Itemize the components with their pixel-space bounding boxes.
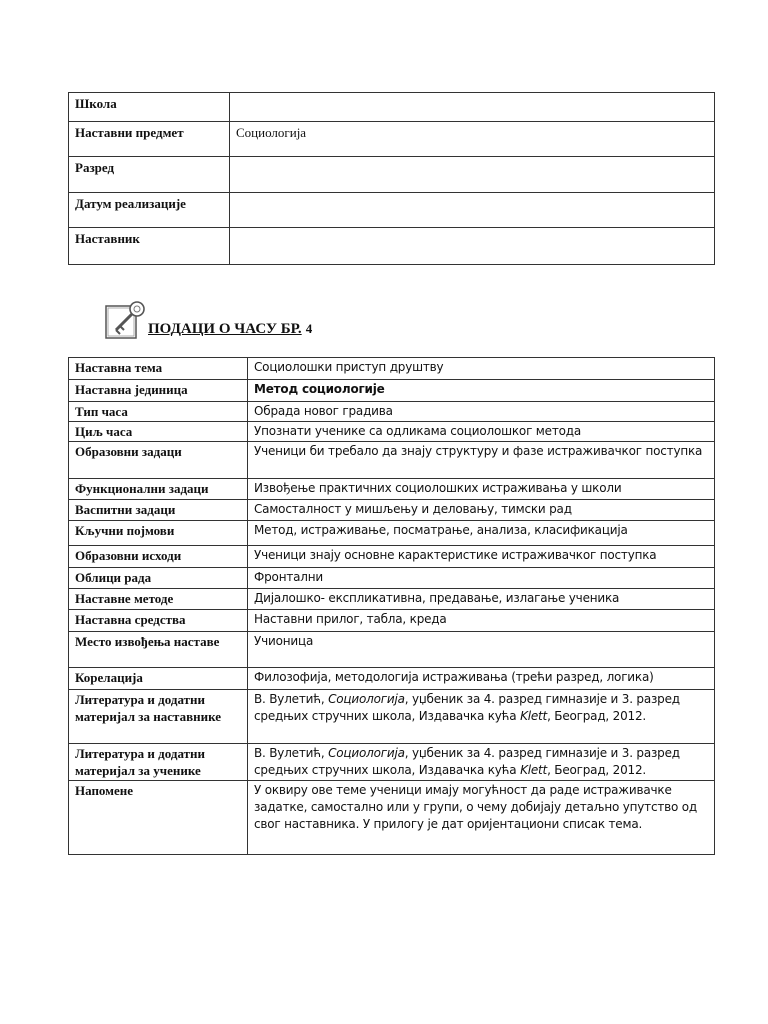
table-row bbox=[69, 157, 715, 193]
lit-teacher-value bbox=[248, 690, 715, 744]
school-label: Школа bbox=[69, 93, 230, 122]
table-row bbox=[69, 546, 715, 568]
school-info-table bbox=[68, 92, 715, 265]
lit-teacher-city-year: , Београд, 2012. bbox=[547, 709, 647, 723]
table-row bbox=[69, 781, 715, 855]
table-row bbox=[69, 589, 715, 610]
func-tasks-label: Функционални задаци bbox=[69, 479, 248, 500]
teacher-value[interactable] bbox=[230, 228, 715, 265]
upbr-tasks-value: Самосталност у мишљењу и деловању, тимски рад bbox=[248, 500, 715, 521]
table-row bbox=[69, 500, 715, 521]
key-terms-value: Метод, истраживање, посматрање, анализа, класификација bbox=[248, 521, 715, 546]
forms-value: Фронтални bbox=[248, 568, 715, 589]
table-row bbox=[69, 521, 715, 546]
edu-tasks-label: Образовни задаци bbox=[69, 442, 248, 479]
grade-label: Разред bbox=[69, 157, 230, 193]
table-row bbox=[69, 610, 715, 632]
subject-label: Наставни предмет bbox=[69, 122, 230, 157]
outcomes-value: Ученици знају основне карактеристике истраживачког поступка bbox=[248, 546, 715, 568]
lesson-number: 4 bbox=[305, 321, 313, 336]
table-row bbox=[69, 380, 715, 402]
methods-value: Дијалошко- експликативна, предавање, излагање ученика bbox=[248, 589, 715, 610]
table-row bbox=[69, 193, 715, 228]
means-value: Наставни прилог, табла, креда bbox=[248, 610, 715, 632]
table-row bbox=[69, 228, 715, 265]
table-row bbox=[69, 442, 715, 479]
date-label: Датум реализације bbox=[69, 193, 230, 228]
table-row bbox=[69, 744, 715, 781]
place-label: Место извођења наставе bbox=[69, 632, 248, 668]
lit-teacher-label: Литература и додатни материјал за наставнике bbox=[69, 690, 248, 744]
goal-label: Циљ часа bbox=[69, 422, 248, 442]
correlation-value: Филозофија, методологија истраживања (трећи разред, логика) bbox=[248, 668, 715, 690]
table-row bbox=[69, 690, 715, 744]
page-title: ПОДАЦИ О ЧАСУ БР. bbox=[148, 321, 302, 337]
lesson-info-table bbox=[68, 357, 715, 855]
func-tasks-value: Извођење практичних социолошких истраживања у школи bbox=[248, 479, 715, 500]
lit-student-desc: , уџбеник за 4. разред гимназије и 3. разред средњих стручних школа, Издавачка кућа bbox=[254, 746, 680, 777]
table-row bbox=[69, 122, 715, 157]
lit-student-book: Социологија bbox=[328, 746, 405, 760]
table-row bbox=[69, 358, 715, 380]
table-row bbox=[69, 632, 715, 668]
table-row bbox=[69, 422, 715, 442]
goal-value: Упознати ученике са одликама социолошког метода bbox=[248, 422, 715, 442]
edu-tasks-value: Ученици би требало да знају структуру и фазе истраживачког поступка bbox=[248, 442, 715, 479]
outcomes-label: Образовни исходи bbox=[69, 546, 248, 568]
lit-teacher-publisher: Klett bbox=[520, 709, 548, 723]
forms-label: Облици рада bbox=[69, 568, 248, 589]
teacher-label: Наставник bbox=[69, 228, 230, 265]
table-row bbox=[69, 402, 715, 422]
table-row bbox=[69, 93, 715, 122]
grade-value[interactable] bbox=[230, 157, 715, 193]
upbr-tasks-label: Васпитни задаци bbox=[69, 500, 248, 521]
key-terms-label: Кључни појмови bbox=[69, 521, 248, 546]
notes-value: У оквиру ове теме ученици имају могућност да раде истраживачке задатке, самостално или у групи, о чему добијају детаљно упутство од свог наставника. У прилогу је дат оријентациони списак тема. bbox=[248, 781, 715, 855]
lit-student-value bbox=[248, 744, 715, 781]
lit-student-city-year: , Београд, 2012. bbox=[547, 763, 647, 777]
topic-label: Наставна тема bbox=[69, 358, 248, 380]
unit-value: Метод социологије bbox=[248, 380, 715, 402]
table-row bbox=[69, 668, 715, 690]
lesson-type-label: Тип часа bbox=[69, 402, 248, 422]
date-value[interactable] bbox=[230, 193, 715, 228]
topic-value: Социолошки приступ друштву bbox=[248, 358, 715, 380]
lit-teacher-book: Социологија bbox=[328, 692, 405, 706]
table-row bbox=[69, 568, 715, 589]
place-value: Учионица bbox=[248, 632, 715, 668]
methods-label: Наставне методе bbox=[69, 589, 248, 610]
correlation-label: Корелација bbox=[69, 668, 248, 690]
school-value[interactable] bbox=[230, 93, 715, 122]
lesson-heading bbox=[104, 296, 312, 340]
notes-label: Напомене bbox=[69, 781, 248, 855]
lit-teacher-desc: , уџбеник за 4. разред гимназије и 3. разред средњих стручних школа, Издавачка кућа bbox=[254, 692, 680, 723]
key-icon bbox=[104, 300, 148, 340]
lit-student-publisher: Klett bbox=[520, 763, 548, 777]
means-label: Наставна средства bbox=[69, 610, 248, 632]
lesson-type-value: Обрада новог градива bbox=[248, 402, 715, 422]
lit-student-author: В. Вулетић, bbox=[254, 746, 329, 760]
unit-label: Наставна јединица bbox=[69, 380, 248, 402]
table-row bbox=[69, 479, 715, 500]
subject-value[interactable]: Социологија bbox=[230, 122, 715, 157]
lit-student-label: Литература и додатни материјал за ученике bbox=[69, 744, 248, 781]
lit-teacher-author: В. Вулетић, bbox=[254, 692, 329, 706]
